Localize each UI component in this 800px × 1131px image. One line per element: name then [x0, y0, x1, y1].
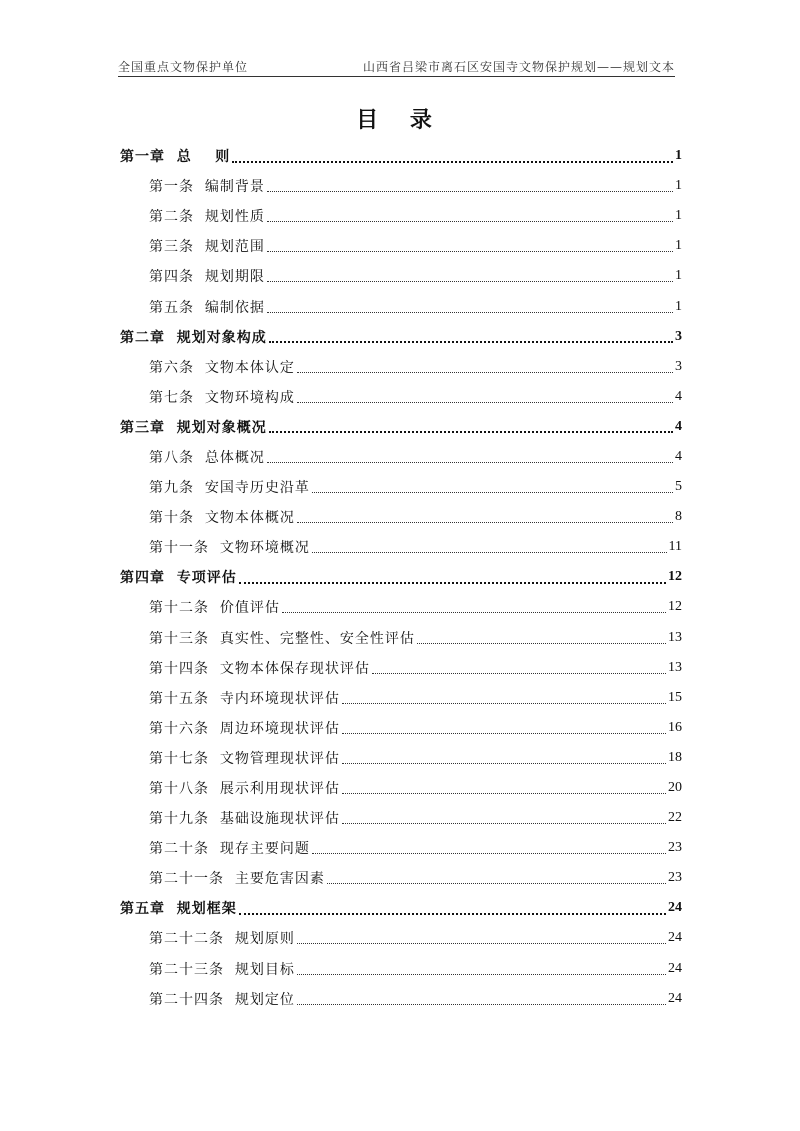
toc-entry-label: 第三章 规划对象概况: [120, 419, 267, 436]
toc-page-number: 1: [675, 178, 682, 194]
toc-page-number: 23: [668, 870, 682, 886]
toc-article-entry[interactable]: [120, 954, 682, 984]
toc-entry-label: 第十条 文物本体概况: [149, 510, 295, 527]
dot-leader: [312, 491, 673, 493]
page-title: 目 录: [356, 107, 444, 133]
dot-leader: [327, 882, 666, 884]
toc-article-entry[interactable]: [120, 442, 682, 472]
dot-leader: [267, 220, 673, 222]
toc-page-number: 24: [668, 990, 682, 1006]
toc-entry-label: 第四章 专项评估: [120, 570, 237, 587]
toc-entry-label: 第二十二条 规划原则: [149, 931, 295, 948]
dot-leader: [342, 702, 666, 704]
toc-page-number: 3: [675, 328, 682, 344]
toc-page-number: 11: [668, 539, 682, 555]
toc-page-number: 13: [668, 659, 682, 675]
dot-leader: [312, 551, 667, 553]
dot-leader: [269, 430, 673, 433]
dot-leader: [342, 732, 666, 734]
toc-page-number: 23: [668, 840, 682, 856]
toc-entry-label: 第十五条 寺内环境现状评估: [149, 690, 340, 707]
toc-page-number: 4: [675, 448, 682, 464]
toc-page-number: 18: [668, 749, 682, 765]
dot-leader: [417, 642, 666, 644]
dot-leader: [267, 250, 673, 252]
toc-entry-label: 第六条 文物本体认定: [149, 359, 295, 376]
toc-page-number: 5: [675, 479, 682, 495]
toc-chapter-entry[interactable]: [120, 141, 682, 171]
toc-article-entry[interactable]: [120, 803, 682, 833]
toc-entry-label: 第二条 规划性质: [149, 209, 265, 226]
toc-article-entry[interactable]: [120, 773, 682, 803]
toc-entry-label: 第九条 安国寺历史沿革: [149, 480, 310, 497]
toc-entry-label: 第五章 规划框架: [120, 901, 237, 918]
toc-entry-label: 第十七条 文物管理现状评估: [149, 750, 340, 767]
toc-page-number: 4: [675, 418, 682, 434]
toc-entry-label: 第一条 编制背景: [149, 179, 265, 196]
toc-page-number: 13: [668, 629, 682, 645]
toc-chapter-entry[interactable]: [120, 893, 682, 923]
header-right-text: 山西省吕梁市离石区安国寺文物保护规划——规划文本: [362, 60, 675, 74]
toc-article-entry[interactable]: [120, 653, 682, 683]
toc-page-number: 1: [675, 238, 682, 254]
toc-article-entry[interactable]: [120, 863, 682, 893]
toc-article-entry[interactable]: [120, 502, 682, 532]
toc-article-entry[interactable]: [120, 683, 682, 713]
toc-article-entry[interactable]: [120, 713, 682, 743]
dot-leader: [342, 792, 666, 794]
toc-entry-label: 第十九条 基础设施现状评估: [149, 811, 340, 828]
toc-article-entry[interactable]: [120, 352, 682, 382]
dot-leader: [297, 371, 673, 373]
toc-article-entry[interactable]: [120, 532, 682, 562]
toc-chapter-entry[interactable]: [120, 562, 682, 592]
dot-leader: [297, 973, 666, 975]
toc-entry-label: 第七条 文物环境构成: [149, 389, 295, 406]
toc-entry-label: 第二十四条 规划定位: [149, 991, 295, 1008]
toc-chapter-entry[interactable]: [120, 412, 682, 442]
dot-leader: [267, 190, 673, 192]
toc-entry-label: 第十六条 周边环境现状评估: [149, 720, 340, 737]
toc-entry-label: 第二十一条 主要危害因素: [149, 871, 325, 888]
toc-article-entry[interactable]: [120, 171, 682, 201]
toc-article-entry[interactable]: [120, 623, 682, 653]
dot-leader: [267, 461, 673, 463]
toc-page-number: 12: [668, 599, 682, 615]
toc-page-number: 16: [668, 719, 682, 735]
toc-entry-label: 第二十三条 规划目标: [149, 961, 295, 978]
toc-chapter-entry[interactable]: [120, 322, 682, 352]
dot-leader: [269, 340, 673, 343]
toc-page-number: 24: [668, 960, 682, 976]
toc-page-number: 12: [668, 569, 682, 585]
page-header: [118, 58, 675, 77]
dot-leader: [297, 401, 673, 403]
toc-entry-label: 第二章 规划对象构成: [120, 329, 267, 346]
toc-page-number: 8: [675, 509, 682, 525]
toc-entry-label: 第十四条 文物本体保存现状评估: [149, 660, 370, 677]
toc-entry-label: 第一章 总 则: [120, 149, 231, 166]
toc-entry-label: 第八条 总体概况: [149, 449, 265, 466]
toc-page-number: 20: [668, 780, 682, 796]
toc-page-number: 24: [668, 900, 682, 916]
toc-article-entry[interactable]: [120, 984, 682, 1014]
dot-leader: [372, 672, 666, 674]
toc-page-number: 4: [675, 388, 682, 404]
dot-leader: [297, 1003, 666, 1005]
toc-page-number: 24: [668, 930, 682, 946]
toc-entry-label: 第四条 规划期限: [149, 269, 265, 286]
toc-entry-label: 第三条 规划范围: [149, 239, 265, 256]
toc-entry-label: 第五条 编制依据: [149, 299, 265, 316]
dot-leader: [239, 912, 666, 915]
toc-article-entry[interactable]: [120, 923, 682, 953]
toc-article-entry[interactable]: [120, 382, 682, 412]
dot-leader: [342, 762, 666, 764]
toc-page-number: 15: [668, 689, 682, 705]
toc-entry-label: 第十一条 文物环境概况: [149, 540, 310, 557]
toc-article-entry[interactable]: [120, 261, 682, 291]
dot-leader: [239, 581, 666, 584]
toc-article-entry[interactable]: [120, 592, 682, 622]
dot-leader: [282, 611, 666, 613]
toc-page-number: 1: [675, 298, 682, 314]
toc-entry-label: 第十八条 展示利用现状评估: [149, 781, 340, 798]
dot-leader: [267, 311, 673, 313]
toc-entry-label: 第二十条 现存主要问题: [149, 841, 310, 858]
dot-leader: [297, 942, 666, 944]
toc-page-number: 3: [675, 358, 682, 374]
dot-leader: [297, 521, 673, 523]
toc-article-entry[interactable]: [120, 231, 682, 261]
toc-article-entry[interactable]: [120, 833, 682, 863]
toc-entry-label: 第十二条 价值评估: [149, 600, 280, 617]
toc-page-number: 22: [668, 810, 682, 826]
toc-article-entry[interactable]: [120, 201, 682, 231]
toc-article-entry[interactable]: [120, 743, 682, 773]
table-of-contents: [120, 141, 682, 1014]
toc-article-entry[interactable]: [120, 472, 682, 502]
toc-page-number: 1: [675, 148, 682, 164]
dot-leader: [267, 280, 673, 282]
toc-article-entry[interactable]: [120, 291, 682, 321]
dot-leader: [312, 852, 666, 854]
toc-page-number: 1: [675, 208, 682, 224]
dot-leader: [342, 822, 666, 824]
header-left-text: 全国重点文物保护单位: [118, 60, 249, 74]
toc-entry-label: 第十三条 真实性、完整性、安全性评估: [149, 630, 415, 647]
dot-leader: [232, 160, 673, 163]
toc-page-number: 1: [675, 268, 682, 284]
